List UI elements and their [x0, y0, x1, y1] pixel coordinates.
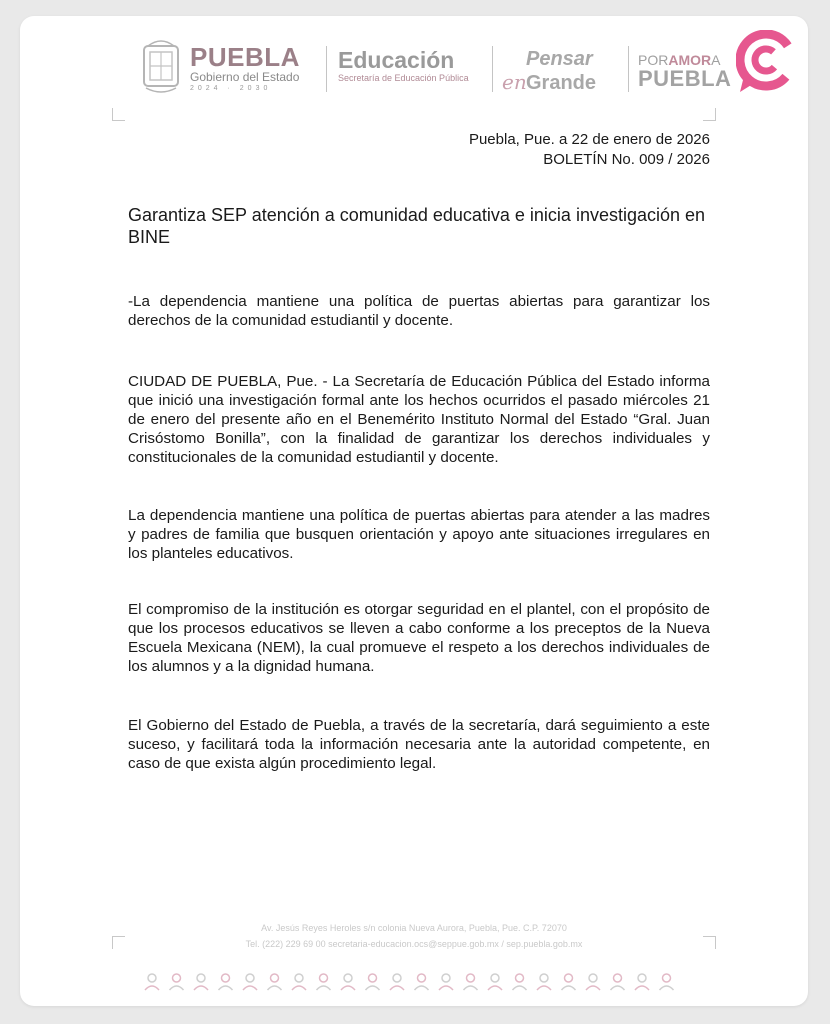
pattern-motif: [170, 974, 184, 990]
amor-logo-bottom: PUEBLA: [638, 66, 732, 91]
education-logo: [338, 48, 469, 84]
puebla-logo-years: 2024 · 2030: [190, 85, 272, 92]
amor-logo-a: A: [711, 52, 721, 68]
bulletin-number: BOLETÍN No. 009 / 2026: [543, 151, 710, 168]
paragraph-body: El Gobierno del Estado de Puebla, a través de la secretaría, dará seguimiento a este suceso, y facilitará toda la información necesaria ante la autoridad competente, en caso de que exista algún procedimiento legal.: [128, 717, 710, 772]
pattern-motif: [366, 974, 380, 990]
pattern-motif: [390, 974, 404, 990]
press-release-page: [20, 16, 808, 1006]
pattern-motif: [219, 974, 233, 990]
pattern-motif: [415, 974, 429, 990]
letterhead: [140, 38, 740, 108]
brand-speech-bubble-icon: [736, 30, 798, 96]
education-logo-title: Educación: [338, 47, 455, 73]
paragraph-body: La dependencia mantiene una política de puertas abiertas para atender a las madres y padres de familia que busquen orientación y apoyo ante situaciones irregulares en los planteles educativos.: [128, 507, 710, 562]
pensar-logo-grande: Grande: [526, 72, 597, 94]
header-divider: [492, 46, 493, 92]
pattern-motif: [586, 974, 600, 990]
puebla-logo: [190, 44, 300, 94]
education-logo-subtitle: Secretaría de Educación Pública: [338, 73, 469, 83]
header-divider: [326, 46, 327, 92]
pattern-motif: [145, 974, 159, 990]
crop-mark-top-left: [112, 108, 125, 121]
pattern-motif: [513, 974, 527, 990]
puebla-logo-subtitle: Gobierno del Estado: [190, 70, 300, 84]
pattern-motif: [341, 974, 355, 990]
pattern-motif: [268, 974, 282, 990]
pensar-logo-word: Pensar: [526, 48, 593, 70]
footer-contact: Tel. (222) 229 69 00 secretaria-educacion.ocs@seppue.gob.mx / sep.puebla.gob.mx: [245, 939, 583, 949]
pattern-motif: [464, 974, 478, 990]
footer-address: Av. Jesús Reyes Heroles s/n colonia Nueva Aurora, Puebla, Pue. C.P. 72070: [261, 923, 567, 933]
place-date: Puebla, Pue. a 22 de enero de 2026: [468, 131, 710, 148]
bulletin-meta: [469, 130, 710, 170]
pattern-motif: [635, 974, 649, 990]
amor-logo-amor: AMOR: [668, 52, 712, 68]
pensar-logo-en: en: [502, 70, 527, 94]
bulletin-headline: Garantiza SEP atención a comunidad educativa e inicia investigación en BINE: [128, 205, 706, 247]
crop-mark-top-right: [703, 108, 716, 121]
pattern-motif: [194, 974, 208, 990]
decorative-pattern-icon: [140, 968, 690, 998]
amor-logo-por: POR: [638, 52, 669, 68]
paragraph-summary: -La dependencia mantiene una política de puertas abiertas para garantizar los derechos de la comunidad estudiantil y docente.: [128, 293, 710, 329]
puebla-logo-title: PUEBLA: [190, 42, 300, 72]
pattern-motif: [537, 974, 551, 990]
pensar-en-grande-logo: [502, 48, 612, 98]
por-amor-a-puebla-logo: [638, 52, 731, 90]
pattern-motif: [488, 974, 502, 990]
pattern-motif: [660, 974, 674, 990]
pattern-motif: [611, 974, 625, 990]
pattern-motif: [292, 974, 306, 990]
pattern-motif: [439, 974, 453, 990]
header-divider: [628, 46, 629, 92]
paragraph-body: CIUDAD DE PUEBLA, Pue. - La Secretaría de Educación Pública del Estado informa que inició una investigación formal ante los hechos ocurridos el pasado miércoles 21 de enero del presente año en el Benemérito Instituto Normal del Estado “Gral. Juan Crisóstomo Bonilla”, con la finalidad de garantizar los derechos individuales y constitucionales de la comunidad estudiantil y docente.: [128, 373, 710, 466]
state-seal-icon: [140, 38, 182, 98]
pattern-motif: [317, 974, 331, 990]
pattern-motif: [562, 974, 576, 990]
pattern-motif: [243, 974, 257, 990]
paragraph-body: El compromiso de la institución es otorgar seguridad en el plantel, con el propósito de que los procesos educativos se lleven a cabo conforme a los preceptos de la Nueva Escuela Mexicana (NEM), la cual promueve el respeto a los derechos individuales de los alumnos y a la dignidad humana.: [128, 601, 710, 675]
